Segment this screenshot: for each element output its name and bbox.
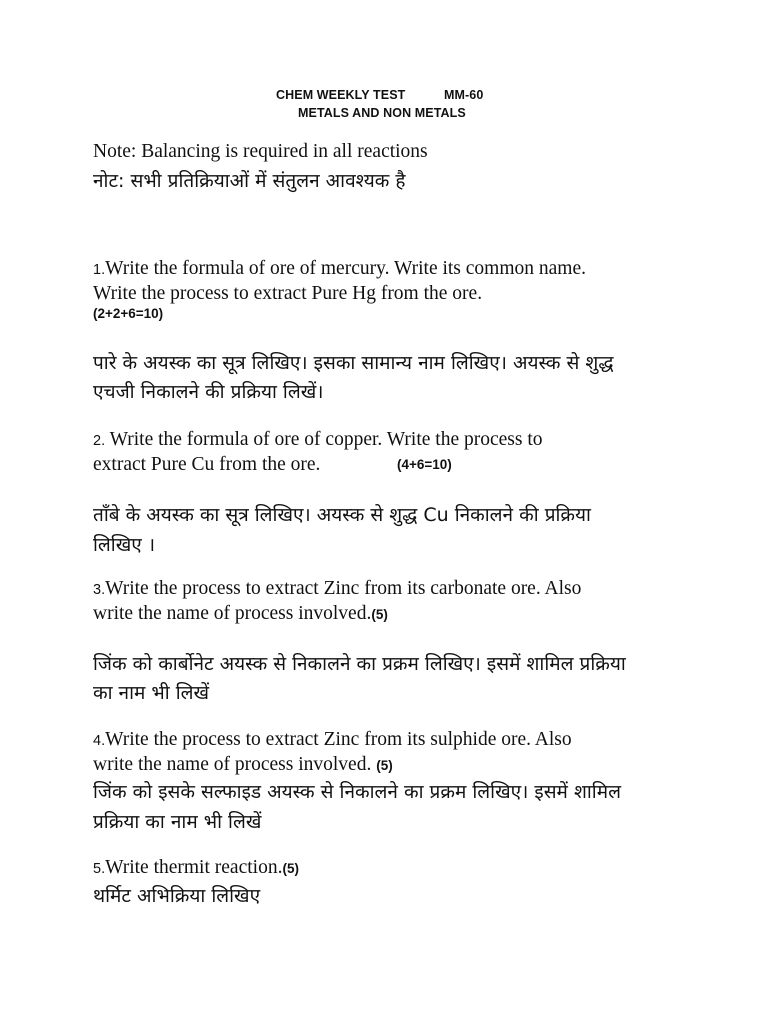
question-4-english-2: write the name of process involved. bbox=[93, 754, 377, 775]
question-5-number: 5. bbox=[93, 861, 106, 877]
question-3-english-2: write the name of process involved. bbox=[93, 603, 372, 624]
question-3-english-1: Write the process to extract Zinc from its carbonate ore. Also bbox=[105, 578, 582, 599]
question-3-marks: (5) bbox=[371, 607, 388, 622]
question-2-number: 2. bbox=[93, 433, 106, 449]
question-1-marks: (2+2+6=10) bbox=[93, 306, 164, 321]
test-title: CHEM WEEKLY TEST bbox=[276, 88, 406, 102]
question-1-hindi-2: एचजी निकालने की प्रक्रिया लिखें। bbox=[93, 381, 324, 403]
question-1-english-2: Write the process to extract Pure Hg from the ore. bbox=[93, 283, 483, 304]
question-3-number: 3. bbox=[93, 582, 106, 598]
question-2-hindi-2: लिखिए । bbox=[93, 534, 156, 556]
question-4-number: 4. bbox=[93, 733, 106, 749]
question-4-marks: (5) bbox=[376, 758, 393, 773]
question-3-hindi-1: जिंक को कार्बोनेट अयस्क से निकालने का प्रक्रम लिखिए। इसमें शामिल प्रक्रिया bbox=[93, 653, 626, 675]
question-5-hindi-1: थर्मिट अभिक्रिया लिखिए bbox=[93, 885, 261, 907]
note-hindi: नोट: सभी प्रतिक्रियाओं में संतुलन आवश्यक है bbox=[93, 170, 406, 192]
question-2-english-1: Write the formula of ore of copper. Write the process to bbox=[105, 429, 543, 450]
question-4-english-1: Write the process to extract Zinc from its sulphide ore. Also bbox=[105, 729, 572, 750]
question-4-hindi-1: जिंक को इसके सल्फाइड अयस्क से निकालने का प्रक्रम लिखिए। इसमें शामिल bbox=[93, 781, 621, 803]
question-4-line-2 bbox=[93, 753, 393, 778]
question-3-line-1 bbox=[93, 577, 581, 602]
question-2-hindi-1: ताँबे के अयस्क का सूत्र लिखिए। अयस्क से शुद्ध Cu निकालने की प्रक्रिया bbox=[93, 504, 591, 526]
question-1-english-1: Write the formula of ore of mercury. Write its common name. bbox=[105, 258, 586, 279]
question-1-hindi-1: पारे के अयस्क का सूत्र लिखिए। इसका सामान्य नाम लिखिए। अयस्क से शुद्ध bbox=[93, 352, 614, 374]
question-4-hindi-2: प्रक्रिया का नाम भी लिखें bbox=[93, 811, 262, 833]
question-2-marks: (4+6=10) bbox=[397, 457, 452, 472]
question-2-line-1 bbox=[93, 428, 543, 453]
question-1-number: 1. bbox=[93, 262, 106, 278]
question-5-marks: (5) bbox=[282, 861, 299, 876]
question-1-line-1 bbox=[93, 257, 586, 282]
question-3-hindi-2: का नाम भी लिखें bbox=[93, 682, 210, 704]
question-2-english-2: extract Pure Cu from the ore. bbox=[93, 454, 321, 475]
note-english: Note: Balancing is required in all reactions bbox=[93, 141, 428, 162]
max-marks: MM-60 bbox=[444, 88, 484, 102]
test-subtitle: METALS AND NON METALS bbox=[298, 106, 466, 120]
question-5-english-1: Write thermit reaction. bbox=[105, 857, 283, 878]
question-3-line-2 bbox=[93, 602, 388, 627]
question-4-line-1 bbox=[93, 728, 572, 753]
question-5-line-1 bbox=[93, 856, 299, 881]
